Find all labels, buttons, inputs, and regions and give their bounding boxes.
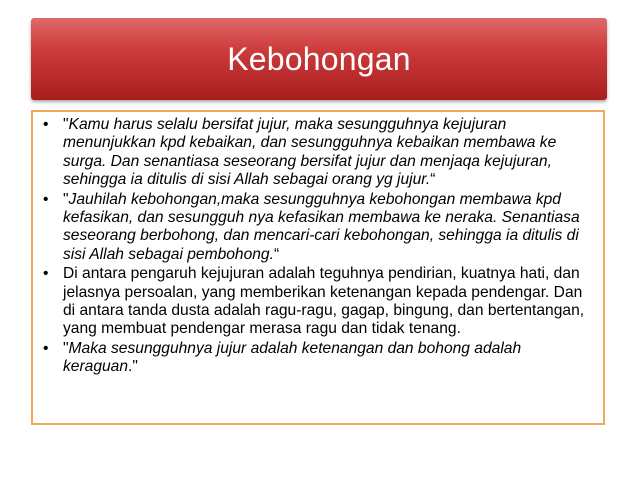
- bullet-icon: •: [43, 190, 49, 208]
- bullet-text-segment: ": [63, 190, 69, 208]
- bullet-text-segment: Maka sesungguhnya jujur adalah ketenangan dan bohong adalah keraguan: [63, 339, 522, 376]
- bullet-icon: •: [43, 339, 49, 357]
- bullet-item-4: [41, 340, 597, 377]
- bullet-text-segment: “: [430, 171, 436, 189]
- bullet-list: [41, 116, 597, 377]
- bullet-icon: •: [43, 116, 49, 133]
- bullet-item-2: [41, 191, 597, 265]
- bullet-text-segment: Di antara pengaruh kejujuran adalah teguhnya pendirian, kuatnya hati, dan jelasnya persoalan, yang memberikan ketenangan kepada pendengar. Dan di antara tanda dusta adalah ragu-ragu, gagap, bingung, dan bertentangan, yang membuat pendengar merasa ragu dan tidak tenang.: [63, 265, 585, 338]
- content-box: [31, 110, 605, 425]
- bullet-text-segment: .": [128, 358, 138, 376]
- bullet-item-3: [41, 265, 597, 339]
- bullet-text-segment: ": [63, 116, 69, 133]
- bullet-text-segment: Kamu harus selalu bersifat jujur, maka sesungguhnya kejujuran menunjukkan kpd kebaikan, dan sesungguhnya kebaikan membawa ke surga. Dan senantiasa seseorang bersifat jujur dan menjaqa kejujuran, sehingga ia ditulis di sisi Allah sebagai orang yg jujur.: [63, 116, 557, 189]
- bullet-icon: •: [43, 265, 49, 283]
- slide-title: Kebohongan: [227, 41, 411, 77]
- bullet-text-segment: ": [63, 339, 69, 357]
- bullet-text-segment: Jauhilah kebohongan,maka sesungguhnya kebohongan membawa kpd kefasikan, dan sesungguh nya kefasikan membawa ke neraka. Senantiasa seseorang berbohong, dan mencari-cari kebohongan, sehingga ia ditulis di sisi Allah sebagai pembohong.: [63, 190, 580, 263]
- bullet-text-segment: “: [273, 245, 280, 263]
- bullet-item-1: [41, 116, 597, 190]
- slide-title-bar: [31, 18, 607, 100]
